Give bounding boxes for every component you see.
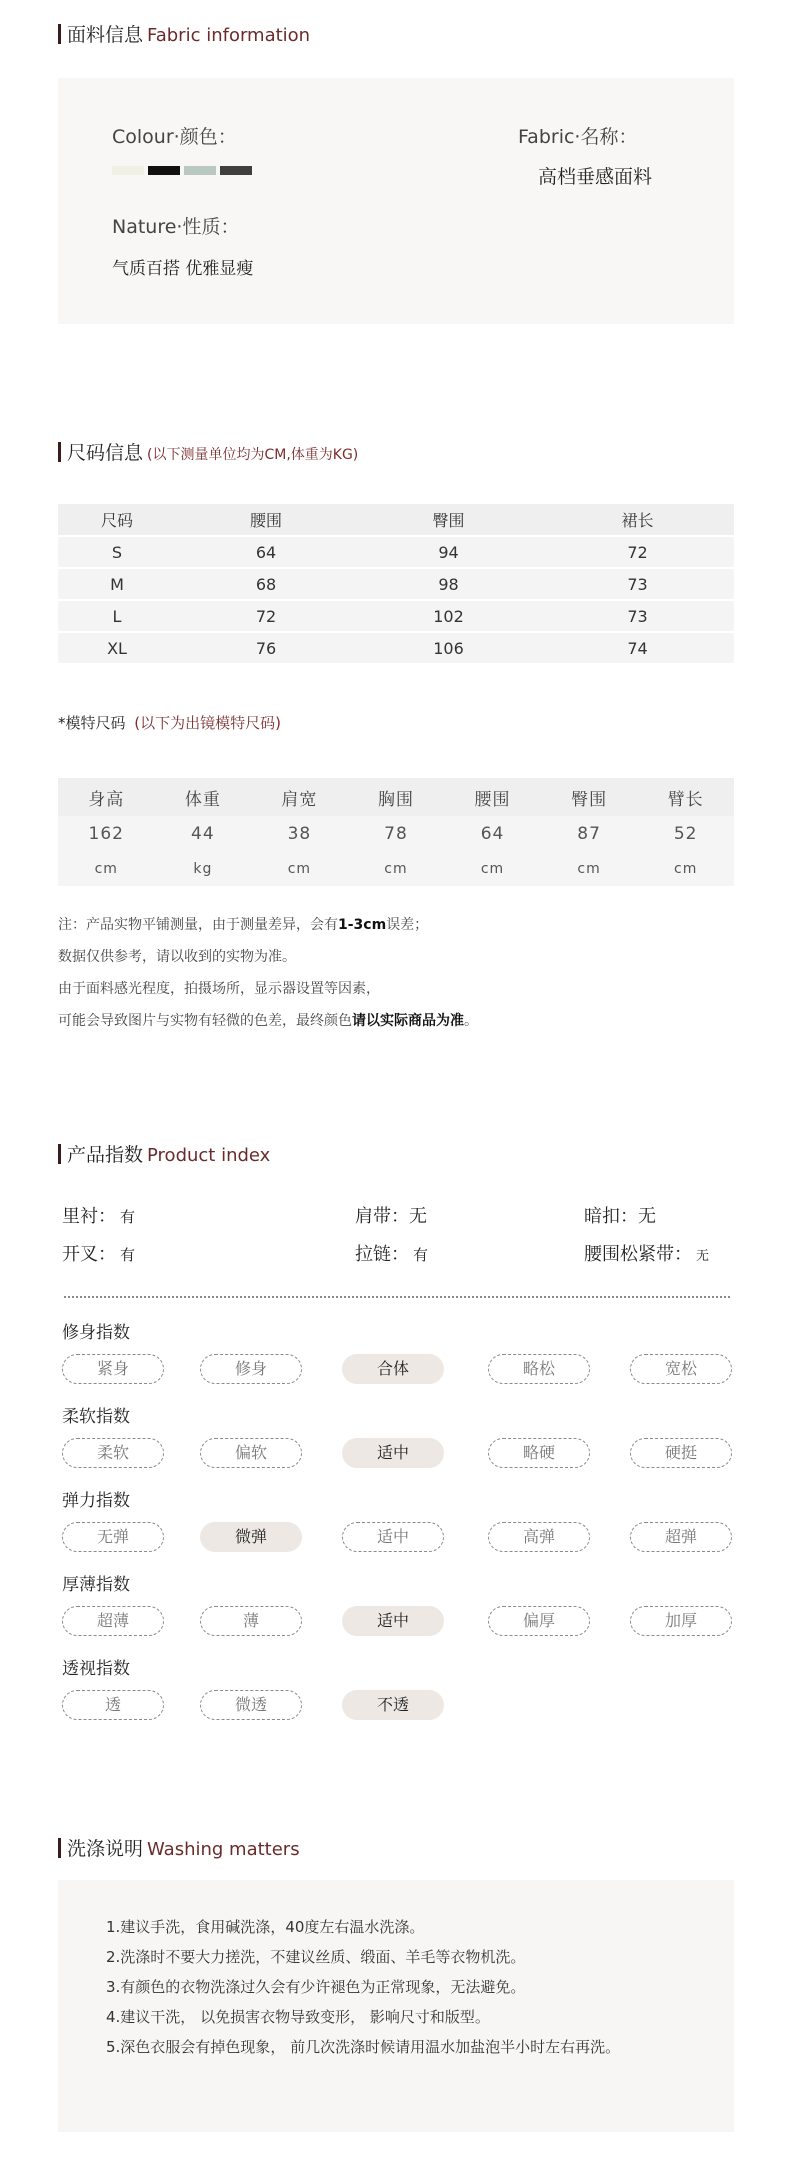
table-cell: 72 — [541, 536, 734, 568]
index-label: 修身指数 — [62, 1323, 130, 1343]
fabric-name-label: Fabric·名称： — [518, 126, 638, 148]
product-title: 产品指数 — [67, 1144, 144, 1166]
index-label: 透视指数 — [62, 1659, 130, 1679]
index-option: 宽松 — [630, 1354, 732, 1384]
note-text: 注：产品实物平铺测量，由于测量差异，会有 — [58, 917, 338, 933]
header-cell: 尺码 — [58, 504, 176, 536]
index-option: 修身 — [200, 1354, 302, 1384]
unit-cell: cm — [251, 852, 348, 886]
index-option-selected: 适中 — [342, 1438, 444, 1468]
title-bar — [58, 1838, 61, 1858]
table-cell: 52 — [637, 816, 734, 852]
index-option: 略硬 — [488, 1438, 590, 1468]
table-cell: 106 — [356, 632, 541, 664]
header-cell: 腰围 — [444, 778, 541, 816]
model-header-row — [58, 778, 734, 816]
index-label: 厚薄指数 — [62, 1575, 130, 1595]
table-cell: 94 — [356, 536, 541, 568]
note-text: 可能会导致图片与实物有轻微的色差，最终颜色 — [58, 1013, 352, 1029]
attr-value: 有 — [120, 1246, 136, 1264]
table-cell: 38 — [251, 816, 348, 852]
model-title-text: *模特尺码 — [58, 714, 126, 732]
table-cell: 162 — [58, 816, 155, 852]
size-table-header — [58, 504, 734, 536]
colour-swatches — [112, 166, 252, 175]
attr-label: 里衬： — [62, 1206, 116, 1227]
washing-line: 1.建议手洗，食用碱洗涤，40度左右温水洗涤。 — [106, 1918, 425, 1936]
model-unit-row — [58, 852, 734, 886]
index-option: 薄 — [200, 1606, 302, 1636]
index-option: 微透 — [200, 1690, 302, 1720]
unit-cell: cm — [541, 852, 638, 886]
attr-waistband — [584, 1240, 709, 1266]
header-cell: 胸围 — [348, 778, 445, 816]
attr-slit — [62, 1240, 135, 1266]
index-option: 透 — [62, 1690, 164, 1720]
header-cell: 臀围 — [541, 778, 638, 816]
attr-label: 开叉： — [62, 1244, 116, 1265]
attr-value: 无 — [409, 1206, 427, 1227]
washing-line: 3.有颜色的衣物洗涤过久会有少许褪色为正常现象，无法避免。 — [106, 1978, 526, 1996]
model-title — [58, 712, 281, 733]
table-cell: 87 — [541, 816, 638, 852]
index-option: 偏软 — [200, 1438, 302, 1468]
note-emphasis: 1-3cm — [338, 917, 387, 933]
attr-label: 拉链： — [355, 1244, 409, 1265]
index-option: 高弹 — [488, 1522, 590, 1552]
fabric-title: 面料信息 — [67, 24, 144, 46]
section-title-washing — [58, 1834, 300, 1861]
dotted-divider — [64, 1296, 730, 1298]
washing-title-en: Washing matters — [147, 1839, 300, 1860]
table-cell: M — [58, 568, 176, 600]
table-row — [58, 632, 734, 664]
header-cell: 臀围 — [356, 504, 541, 536]
table-cell: 68 — [176, 568, 356, 600]
table-cell: 44 — [155, 816, 252, 852]
index-option: 略松 — [488, 1354, 590, 1384]
index-option: 超弹 — [630, 1522, 732, 1552]
index-option: 硬挺 — [630, 1438, 732, 1468]
unit-cell: cm — [444, 852, 541, 886]
unit-cell: cm — [58, 852, 155, 886]
note-text: 误差； — [386, 917, 429, 933]
header-cell: 肩宽 — [251, 778, 348, 816]
washing-title: 洗涤说明 — [67, 1838, 144, 1860]
size-title: 尺码信息 — [67, 442, 144, 464]
table-cell: 72 — [176, 600, 356, 632]
attr-strap — [355, 1202, 427, 1228]
index-option: 超薄 — [62, 1606, 164, 1636]
unit-cell: cm — [637, 852, 734, 886]
attr-value: 无 — [696, 1249, 710, 1264]
note-emphasis: 请以实际商品为准 — [352, 1013, 464, 1029]
table-row — [58, 568, 734, 600]
index-option-selected: 不透 — [342, 1690, 444, 1720]
washing-line: 4.建议干洗， 以免损害衣物导致变形， 影响尺寸和版型。 — [106, 2008, 490, 2026]
table-row — [58, 600, 734, 632]
attr-value: 有 — [120, 1208, 136, 1226]
colour-swatch — [220, 166, 252, 175]
section-title-product — [58, 1140, 270, 1167]
washing-panel — [58, 1880, 734, 2132]
index-option: 加厚 — [630, 1606, 732, 1636]
title-bar — [58, 442, 61, 462]
note-line: 数据仅供参考，请以收到的实物为准。 — [58, 949, 296, 965]
attr-value: 无 — [638, 1206, 656, 1227]
attr-value: 有 — [413, 1246, 429, 1264]
note-line — [58, 914, 428, 934]
header-cell: 裙长 — [541, 504, 734, 536]
index-option: 适中 — [342, 1522, 444, 1552]
index-option: 偏厚 — [488, 1606, 590, 1636]
table-cell: L — [58, 600, 176, 632]
product-title-en: Product index — [147, 1145, 271, 1166]
nature-value: 气质百搭 优雅显瘦 — [112, 259, 254, 279]
table-cell: 73 — [541, 600, 734, 632]
size-subtitle: (以下测量单位均为CM,体重为KG) — [147, 447, 359, 463]
index-label: 弹力指数 — [62, 1491, 130, 1511]
title-bar — [58, 1144, 61, 1164]
note-line: 由于面料感光程度，拍摄场所，显示器设置等因素， — [58, 981, 380, 997]
attr-zipper — [355, 1240, 428, 1266]
table-cell: XL — [58, 632, 176, 664]
colour-swatch — [184, 166, 216, 175]
attr-label: 腰围松紧带： — [584, 1244, 692, 1265]
table-cell: 102 — [356, 600, 541, 632]
washing-line: 5.深色衣服会有掉色现象， 前几次洗涤时候请用温水加盐泡半小时左右再洗。 — [106, 2038, 621, 2056]
note-text: 。 — [464, 1013, 478, 1029]
colour-swatch — [112, 166, 144, 175]
washing-line: 2.洗涤时不要大力搓洗，不建议丝质、缎面、羊毛等衣物机洗。 — [106, 1948, 526, 1966]
index-option: 无弹 — [62, 1522, 164, 1552]
attr-snap — [584, 1202, 656, 1228]
nature-label: Nature·性质： — [112, 216, 240, 238]
attr-label: 肩带： — [355, 1206, 409, 1227]
table-cell: 64 — [444, 816, 541, 852]
header-cell: 体重 — [155, 778, 252, 816]
model-subtitle: (以下为出镜模特尺码) — [134, 714, 282, 732]
title-bar — [58, 24, 61, 44]
index-option-selected: 适中 — [342, 1606, 444, 1636]
section-title-fabric — [58, 20, 310, 47]
model-value-row — [58, 816, 734, 852]
index-option-selected: 微弹 — [200, 1522, 302, 1552]
table-cell: 64 — [176, 536, 356, 568]
index-option: 紧身 — [62, 1354, 164, 1384]
table-cell: 74 — [541, 632, 734, 664]
table-cell: 73 — [541, 568, 734, 600]
unit-cell: kg — [155, 852, 252, 886]
table-cell: 98 — [356, 568, 541, 600]
table-row — [58, 536, 734, 568]
note-line — [58, 1010, 478, 1030]
table-cell: 78 — [348, 816, 445, 852]
size-table — [58, 504, 734, 665]
table-cell: S — [58, 536, 176, 568]
attr-lining — [62, 1202, 135, 1228]
colour-swatch — [148, 166, 180, 175]
fabric-title-en: Fabric information — [147, 25, 311, 46]
unit-cell: cm — [348, 852, 445, 886]
table-cell: 76 — [176, 632, 356, 664]
header-cell: 身高 — [58, 778, 155, 816]
section-title-size — [58, 438, 358, 465]
model-size-table — [58, 778, 734, 886]
header-cell: 腰围 — [176, 504, 356, 536]
colour-label: Colour·颜色： — [112, 126, 237, 148]
index-option: 柔软 — [62, 1438, 164, 1468]
attr-label: 暗扣： — [584, 1206, 638, 1227]
index-label: 柔软指数 — [62, 1407, 130, 1427]
header-cell: 臂长 — [637, 778, 734, 816]
fabric-name-value: 高档垂感面料 — [538, 166, 653, 188]
fabric-panel — [58, 78, 734, 324]
index-option-selected: 合体 — [342, 1354, 444, 1384]
